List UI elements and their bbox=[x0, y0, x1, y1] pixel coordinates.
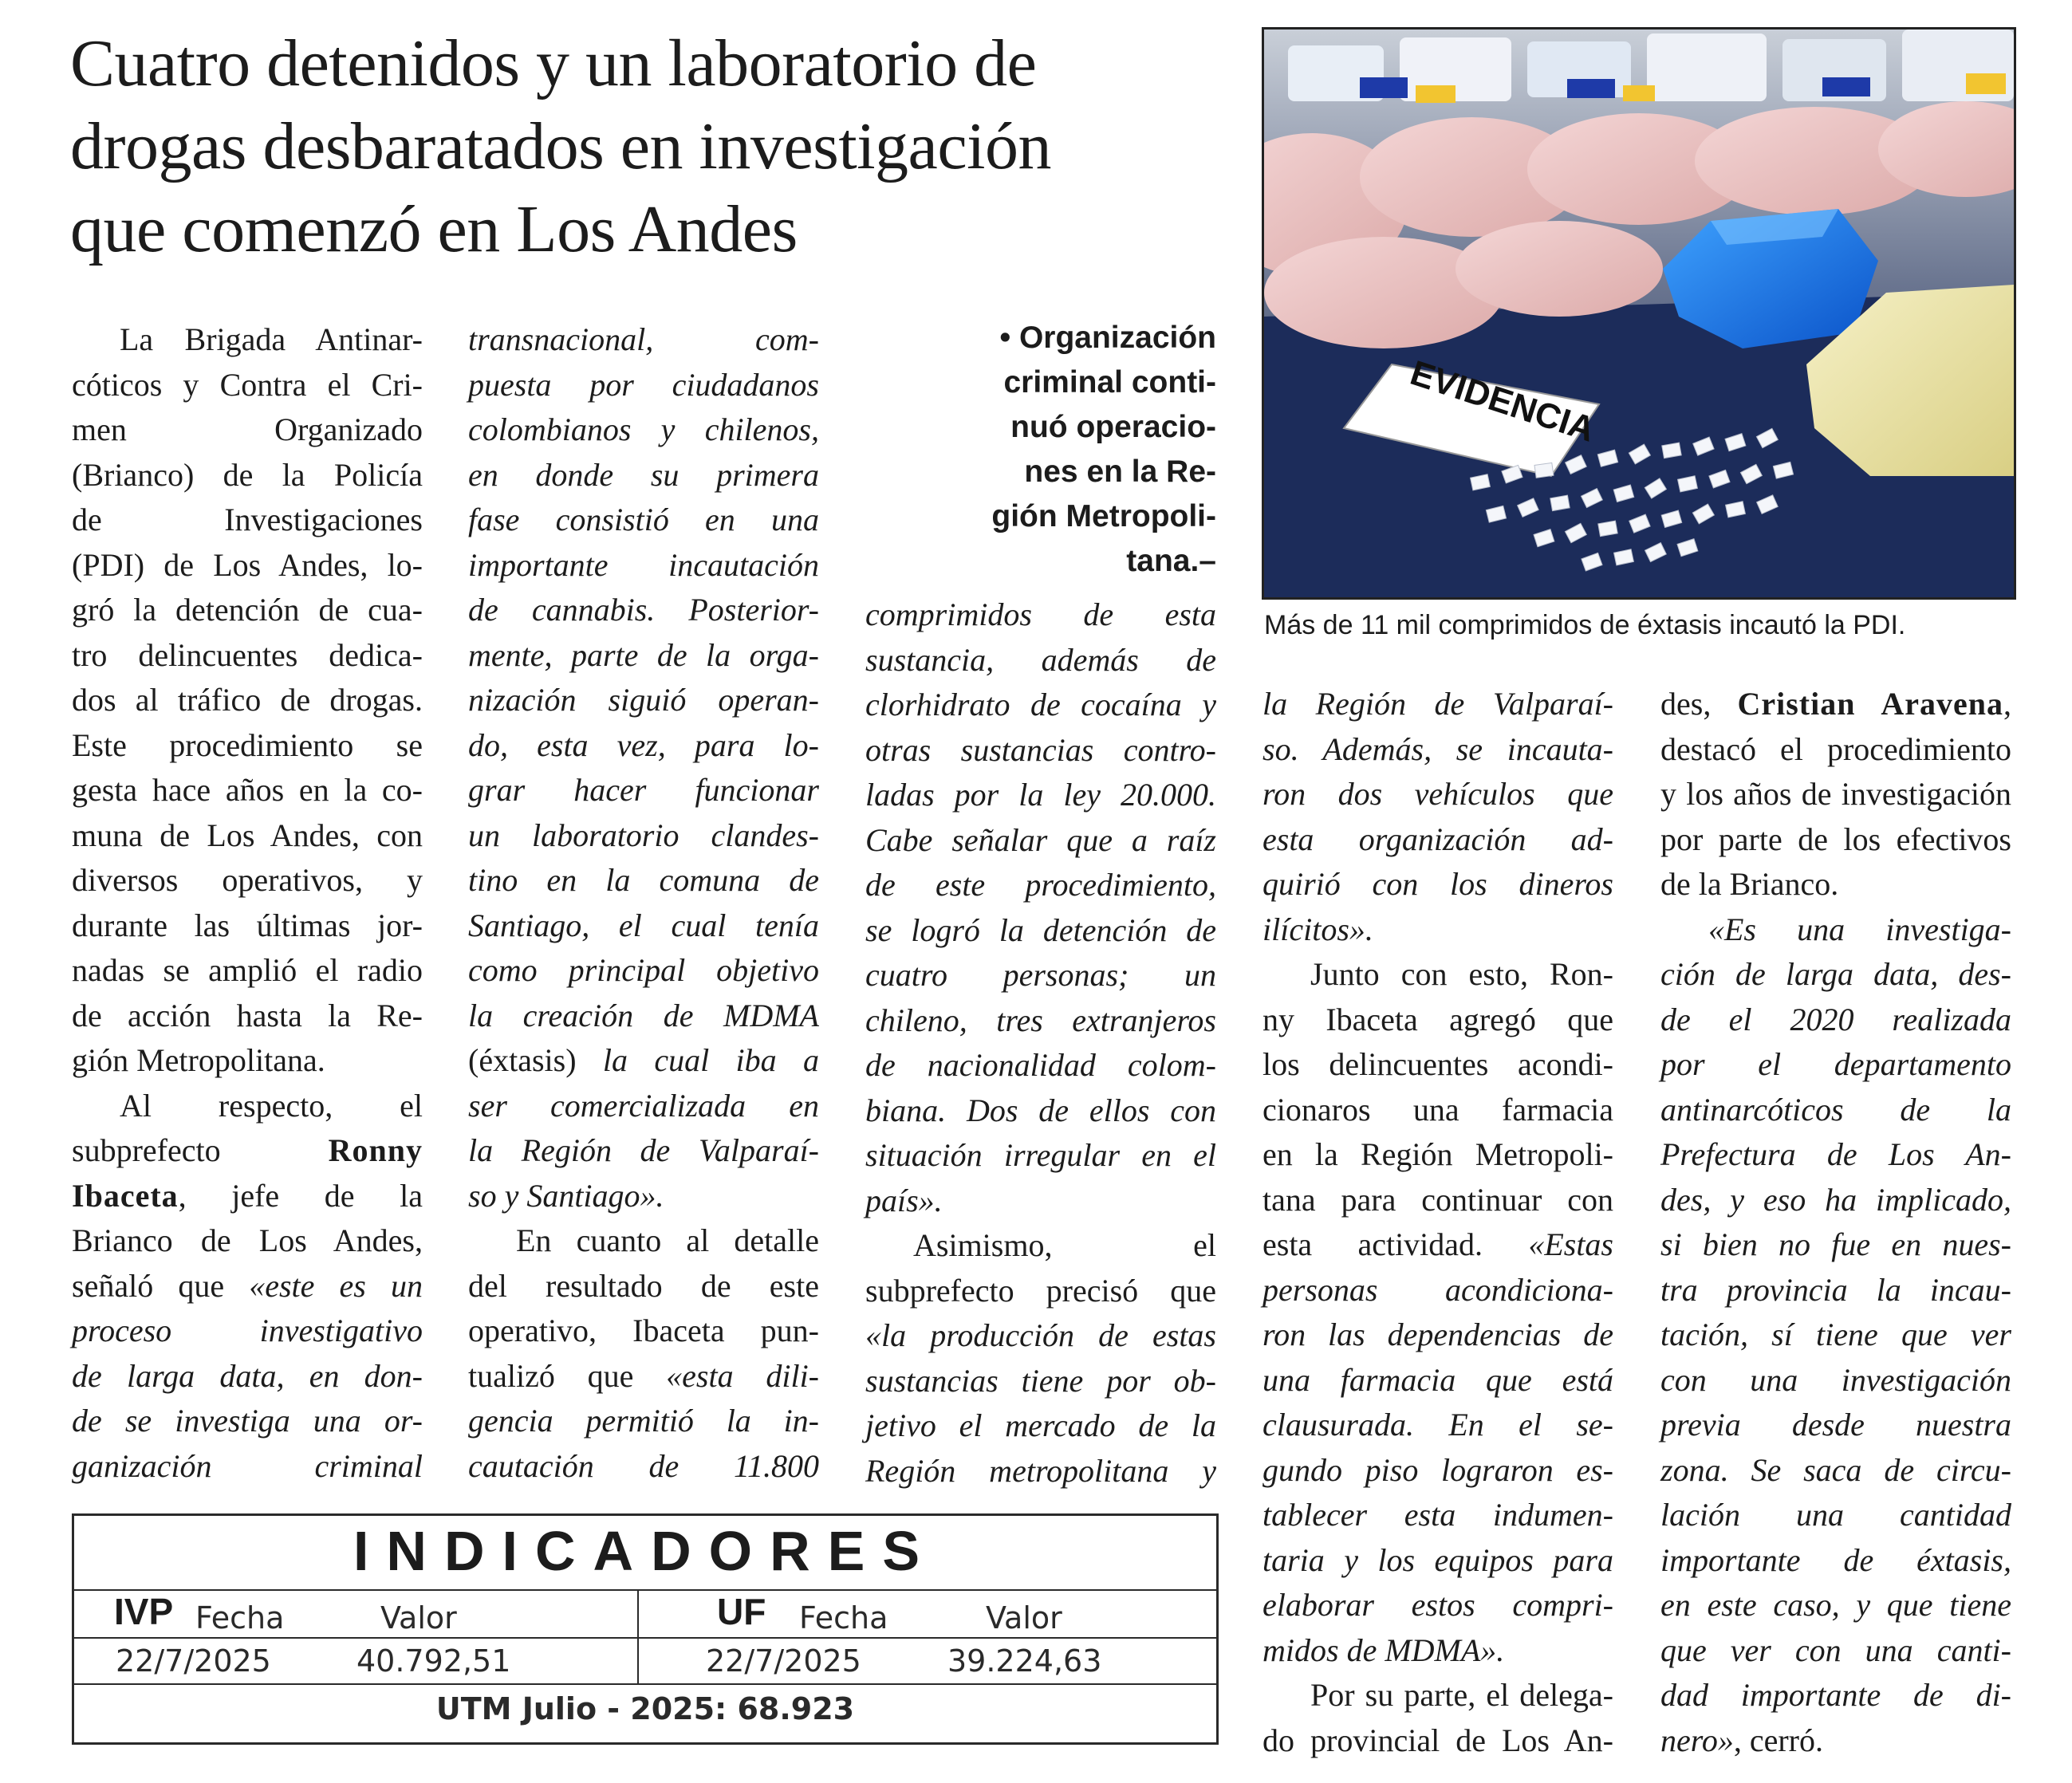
article-line: cautación de 11.800 bbox=[468, 1447, 819, 1484]
text-run: des, bbox=[1660, 686, 1738, 722]
text-run: «esta dili- bbox=[666, 1357, 819, 1394]
article-line bbox=[468, 1038, 819, 1084]
article-line: la Región de Valparaí- bbox=[1263, 686, 1613, 722]
article-line: un laboratorio clandes- bbox=[468, 817, 819, 853]
article-line: de larga data, en don- bbox=[72, 1357, 423, 1394]
text-run: , jefe de la bbox=[178, 1177, 423, 1214]
article-line: zona. Se saca de circu- bbox=[1660, 1451, 2011, 1488]
article-line: dad importante de di- bbox=[1660, 1677, 2011, 1713]
utm-value: UTM Julio - 2025: 68.923 bbox=[435, 1691, 855, 1726]
article-line: personas acondiciona- bbox=[1263, 1271, 1613, 1308]
article-line: sustancias tiene por ob- bbox=[865, 1362, 1216, 1399]
article-line: (PDI) de Los Andes, lo- bbox=[72, 546, 423, 583]
article-line: de la Brianco. bbox=[1660, 866, 1839, 902]
divider bbox=[74, 1589, 1216, 1591]
article-line: que ver con una canti- bbox=[1660, 1631, 2011, 1668]
text-run: señaló que bbox=[72, 1267, 250, 1304]
article-line: por parte de los efectivos bbox=[1660, 821, 2011, 857]
ivp-valor: 40.792,51 bbox=[356, 1643, 511, 1679]
article-column-3 bbox=[865, 592, 1216, 1494]
article-line: Santiago, el cual tenía bbox=[468, 907, 819, 943]
article-line bbox=[72, 1264, 423, 1309]
person-name: Ibaceta bbox=[72, 1177, 179, 1214]
article-line: se logró la detención de bbox=[865, 911, 1216, 948]
ivp-fecha: 22/7/2025 bbox=[116, 1643, 271, 1679]
pull-quote-line: • Organización bbox=[999, 321, 1216, 355]
headline-line: que comenzó en Los Andes bbox=[70, 192, 798, 266]
article-line: comprimidos de esta bbox=[865, 596, 1216, 632]
article-line: muna de Los Andes, con bbox=[72, 817, 423, 853]
news-photo bbox=[1262, 27, 2016, 600]
article-line: chileno, tres extranjeros bbox=[865, 1002, 1216, 1038]
article-line: del resultado de este bbox=[468, 1267, 819, 1304]
article-line: cóticos y Contra el Cri- bbox=[72, 366, 423, 403]
article-line: los delincuentes acondi- bbox=[1263, 1046, 1613, 1082]
article-line: otras sustancias contro- bbox=[865, 731, 1216, 768]
text-run: la cual iba a bbox=[602, 1042, 819, 1078]
article-line: ser comercializada en bbox=[468, 1087, 819, 1124]
article-column-5 bbox=[1660, 682, 2011, 1763]
article-line: puesta por ciudadanos bbox=[468, 366, 819, 403]
article-line: con una investigación bbox=[1660, 1361, 2011, 1398]
article-line bbox=[1263, 1222, 1613, 1268]
article-line: tino en la comuna de bbox=[468, 862, 819, 898]
article-line: Este procedimiento se bbox=[72, 726, 423, 763]
article-line: La Brigada Antinar- bbox=[120, 321, 423, 357]
divider bbox=[637, 1589, 639, 1683]
article-line: Por su parte, el delega- bbox=[1310, 1677, 1613, 1713]
article-line: de nacionalidad colom- bbox=[865, 1047, 1216, 1083]
article-line: proceso investigativo bbox=[72, 1313, 423, 1348]
seized-drugs-illustration bbox=[1264, 30, 2014, 597]
article-line: por el departamento bbox=[1660, 1046, 2011, 1082]
article-line: nización siguió operan- bbox=[468, 682, 819, 718]
article-column-2 bbox=[468, 317, 819, 1489]
article-line: como principal objetivo bbox=[468, 952, 819, 988]
divider bbox=[74, 1637, 1216, 1639]
person-name: Cristian Aravena bbox=[1737, 686, 2003, 722]
article-line: antinarcóticos de la bbox=[1660, 1091, 2011, 1128]
article-line: lación una cantidad bbox=[1660, 1497, 2011, 1533]
article-line: biana. Dos de ellos con bbox=[865, 1092, 1216, 1128]
article-line: tación, sí tiene que ver bbox=[1660, 1317, 2011, 1352]
article-line: Al respecto, el bbox=[120, 1087, 423, 1124]
uf-valor: 39.224,63 bbox=[947, 1643, 1102, 1679]
article-line: tablecer esta indumen- bbox=[1263, 1497, 1613, 1533]
article-line: do provincial de Los An- bbox=[1263, 1722, 1613, 1758]
article-line: gencia permitió la in- bbox=[468, 1403, 819, 1439]
text-run: nero» bbox=[1660, 1722, 1734, 1758]
ivp-valor-header: Valor bbox=[380, 1600, 457, 1635]
text-run: «Estas bbox=[1528, 1226, 1613, 1262]
uf-label: UF bbox=[717, 1591, 766, 1632]
headline bbox=[70, 22, 1219, 271]
pull-quote-line: nuó operacio- bbox=[1010, 410, 1216, 444]
article-line: «la producción de estas bbox=[865, 1317, 1216, 1353]
pull-quote-line: nes en la Re- bbox=[1024, 455, 1216, 489]
article-line: ron las dependencias de bbox=[1263, 1317, 1613, 1352]
pull-quote-line: criminal conti- bbox=[1003, 365, 1216, 400]
article-line: importante de éxtasis, bbox=[1660, 1541, 2011, 1578]
article-line: esta organización ad- bbox=[1263, 821, 1613, 857]
article-line: nadas se amplió el radio bbox=[72, 952, 423, 988]
article-line: des, y eso ha implicado, bbox=[1660, 1181, 2011, 1218]
article-line: durante las últimas jor- bbox=[72, 907, 423, 943]
article-line: en donde su primera bbox=[468, 456, 819, 493]
person-name: Ronny bbox=[328, 1132, 423, 1168]
article-line: ganización criminal bbox=[72, 1447, 423, 1484]
indicadores-box bbox=[72, 1513, 1219, 1745]
article-line: clorhidrato de cocaína y bbox=[865, 687, 1216, 722]
article-line: gró la detención de cua- bbox=[72, 592, 423, 628]
text-run: subprefecto bbox=[72, 1132, 329, 1168]
divider bbox=[74, 1683, 1216, 1685]
article-line: subprefecto precisó que bbox=[865, 1272, 1216, 1309]
text-run: esta actividad. bbox=[1263, 1226, 1529, 1262]
article-line: de acción hasta la Re- bbox=[72, 997, 423, 1033]
article-line: Asimismo, el bbox=[913, 1227, 1216, 1263]
article-column-4 bbox=[1263, 682, 1613, 1763]
article-line: quirió con los dineros bbox=[1263, 866, 1613, 902]
article-line: la Región de Valparaí- bbox=[468, 1132, 819, 1168]
article-line: gundo piso lograron es- bbox=[1263, 1451, 1613, 1488]
article-line: en la Región Metropoli- bbox=[1263, 1136, 1613, 1172]
article-line: so y Santiago». bbox=[468, 1177, 664, 1214]
pull-quote-line: gión Metropoli- bbox=[991, 499, 1216, 533]
article-line: fase consistió en una bbox=[468, 502, 819, 537]
article-line: (Brianco) de la Policía bbox=[72, 456, 423, 493]
article-line: men Organizado bbox=[72, 411, 423, 447]
photo-caption: Más de 11 mil comprimidos de éxtasis incautó la PDI. bbox=[1264, 610, 1906, 640]
article-line: tana para continuar con bbox=[1263, 1181, 1613, 1218]
article-line: gión Metropolitana. bbox=[72, 1042, 325, 1078]
article-line: ron dos vehículos que bbox=[1263, 776, 1613, 812]
article-line: clausurada. En el se- bbox=[1263, 1407, 1613, 1443]
article-line: ladas por la ley 20.000. bbox=[865, 777, 1216, 813]
article-line: gesta hace años en la co- bbox=[72, 772, 423, 808]
article-line: En cuanto al detalle bbox=[516, 1222, 819, 1258]
pull-quote bbox=[917, 316, 1216, 584]
evidencia-label: EVIDENCIA bbox=[1405, 353, 1600, 450]
article-line: Prefectura de Los An- bbox=[1660, 1136, 2011, 1172]
article-line: grar hacer funcionar bbox=[468, 772, 819, 808]
article-line: destacó el procedimiento bbox=[1660, 730, 2011, 767]
article-line: país». bbox=[865, 1182, 943, 1218]
article-line: Región metropolitana y bbox=[865, 1452, 1216, 1489]
article-line: de cannabis. Posterior- bbox=[468, 592, 819, 628]
article-line bbox=[1660, 682, 2011, 727]
article-line: de Investigaciones bbox=[72, 502, 423, 537]
article-line: Brianco de Los Andes, bbox=[72, 1222, 423, 1258]
article-line: Cabe señalar que a raíz bbox=[865, 821, 1216, 858]
text-run: «este es un bbox=[249, 1267, 423, 1304]
headline-line: Cuatro detenidos y un laboratorio de bbox=[70, 26, 1037, 100]
article-line: de este procedimiento, bbox=[865, 867, 1216, 903]
indicadores-title: INDICADORES bbox=[353, 1520, 938, 1582]
article-line: Junto con esto, Ron- bbox=[1310, 956, 1613, 992]
article-line: transnacional, com- bbox=[468, 321, 819, 357]
article-line: en este caso, y que tiene bbox=[1660, 1587, 2011, 1623]
uf-fecha: 22/7/2025 bbox=[706, 1643, 861, 1679]
article-line: ción de larga data, des- bbox=[1660, 956, 2011, 992]
article-line: so. Además, se incauta- bbox=[1263, 730, 1613, 767]
article-line bbox=[1660, 1718, 2011, 1764]
article-line: operativo, Ibaceta pun- bbox=[468, 1313, 819, 1348]
article-line: mente, parte de la orga- bbox=[468, 636, 819, 673]
article-line: de se investiga una or- bbox=[72, 1403, 423, 1439]
article-line: la creación de MDMA bbox=[468, 997, 819, 1033]
article-line: cuatro personas; un bbox=[865, 957, 1216, 993]
article-line: jetivo el mercado de la bbox=[865, 1407, 1216, 1443]
article-line: una farmacia que está bbox=[1263, 1361, 1613, 1398]
pull-quote-line: tana.– bbox=[1126, 544, 1216, 578]
article-line: dos al tráfico de drogas. bbox=[72, 682, 423, 718]
article-line: tro delincuentes dedica- bbox=[72, 636, 423, 673]
text-run: tualizó que bbox=[468, 1357, 667, 1394]
article-line: elaborar estos compri- bbox=[1263, 1587, 1613, 1623]
article-line: diversos operativos, y bbox=[72, 862, 423, 898]
article-line: importante incautación bbox=[468, 546, 819, 583]
article-line: sustancia, además de bbox=[865, 641, 1216, 678]
article-line bbox=[72, 1174, 423, 1219]
article-line: cionaros una farmacia bbox=[1263, 1091, 1613, 1128]
article-line: taria y los equipos para bbox=[1263, 1541, 1613, 1578]
article-line: colombianos y chilenos, bbox=[468, 411, 819, 447]
article-line bbox=[468, 1354, 819, 1399]
text-run: , cerró. bbox=[1733, 1722, 1823, 1758]
article-line: si bien no fue en nues- bbox=[1660, 1226, 2011, 1262]
article-column-1 bbox=[72, 317, 423, 1489]
uf-fecha-header: Fecha bbox=[799, 1600, 888, 1635]
article-line: ny Ibaceta agregó que bbox=[1263, 1001, 1613, 1037]
text-run: (éxtasis) bbox=[468, 1042, 603, 1078]
article-line: situación irregular en el bbox=[865, 1137, 1216, 1173]
article-line: tra provincia la incau- bbox=[1660, 1271, 2011, 1308]
ivp-fecha-header: Fecha bbox=[195, 1600, 285, 1635]
article-line: previa desde nuestra bbox=[1660, 1407, 2011, 1443]
text-run: , bbox=[2003, 686, 2011, 722]
ivp-label: IVP bbox=[114, 1591, 174, 1632]
article-line: «Es una investiga- bbox=[1708, 911, 2011, 947]
article-line: de el 2020 realizada bbox=[1660, 1001, 2011, 1037]
article-line: midos de MDMA». bbox=[1263, 1631, 1505, 1668]
article-line: ilícitos». bbox=[1263, 911, 1373, 947]
article-line: do, esta vez, para lo- bbox=[468, 726, 819, 763]
uf-valor-header: Valor bbox=[986, 1600, 1062, 1635]
article-line: y los años de investigación bbox=[1660, 776, 2011, 812]
article-line bbox=[72, 1128, 423, 1174]
headline-line: drogas desbaratados en investigación bbox=[70, 109, 1051, 183]
